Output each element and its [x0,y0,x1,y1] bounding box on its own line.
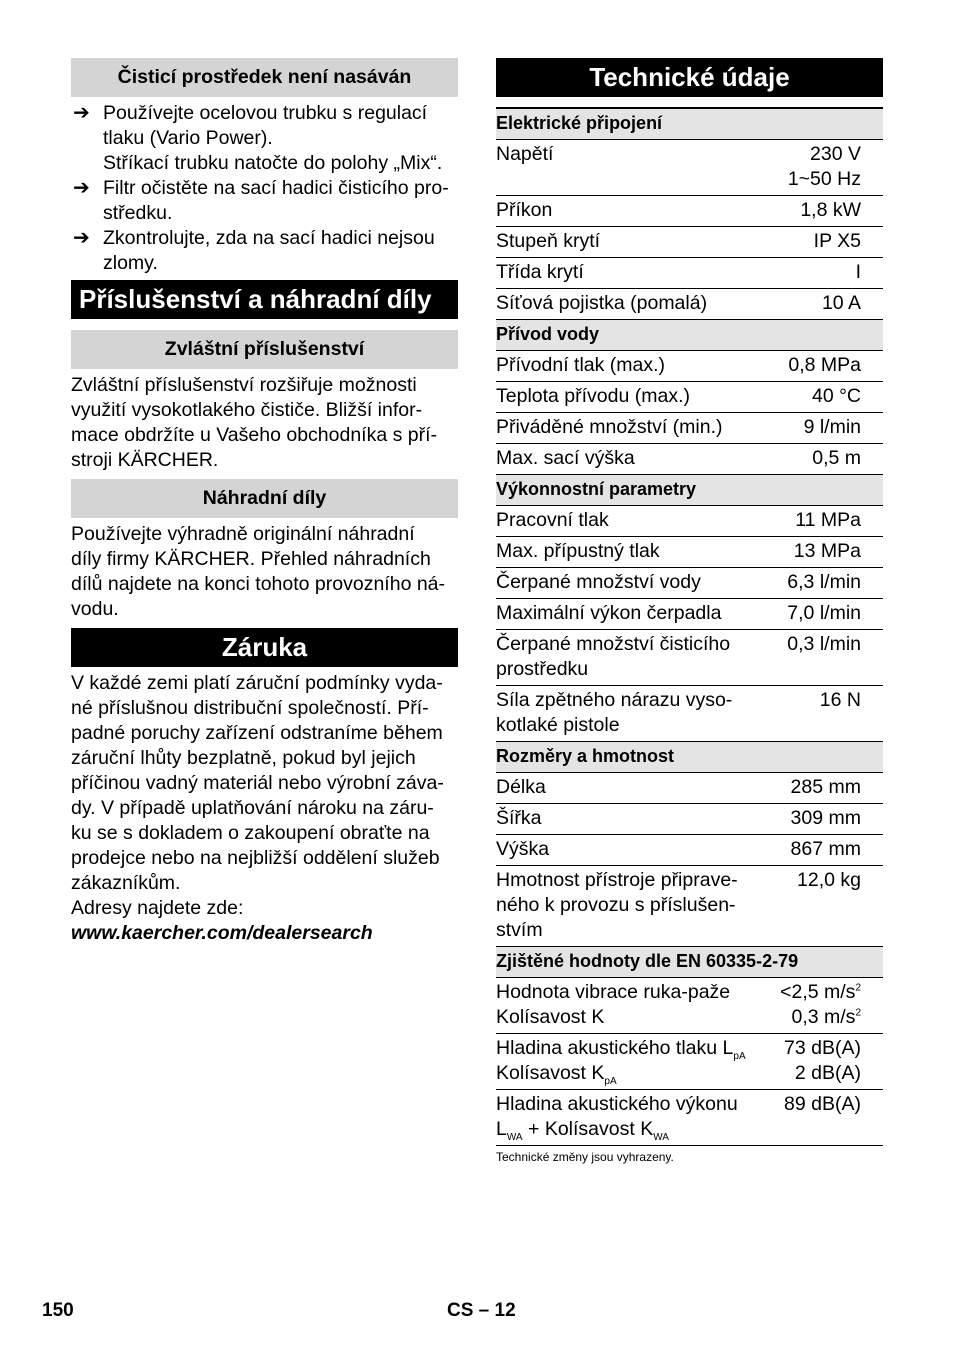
spec-value: 230 V 1~50 Hz [758,140,883,196]
spec-row [496,1090,883,1146]
spec-section-row [496,320,883,351]
spec-value: 13 MPa [758,537,883,568]
arrow-icon: ➔ [73,102,90,124]
text-line: padné poruchy zařízení odstraníme během [71,722,443,744]
spec-row [496,804,883,835]
spec-value: 7,0 l/min [758,599,883,630]
spec-row [496,568,883,599]
spec-section-title: Přívod vody [496,320,883,351]
spec-row [496,506,883,537]
technical-data-heading: Technické údaje [496,58,883,97]
bullet-line: Filtr očistěte na sací hadici čisticího pro- [103,177,449,199]
spec-label: Max. sací výška [496,444,758,475]
right-column [496,58,883,1165]
spec-label: Síťová pojistka (pomalá) [496,289,758,320]
accessories-heading: Příslušenství a náhradní díly [71,280,458,319]
spec-value: 12,0 kg [758,866,883,947]
spec-label: Maximální výkon čerpadla [496,599,758,630]
spec-value: 40 °C [758,382,883,413]
text-line: Používejte výhradně originální náhradní [71,523,415,545]
arrow-icon: ➔ [73,177,90,199]
cleaner-bullet-list [71,97,458,280]
dealer-search-link[interactable]: www.kaercher.com/dealersearch [71,922,373,944]
spec-value: <2,5 $m/s^2$ 0,3 $m/s^2$ [758,978,883,1034]
warranty-heading: Záruka [71,628,458,667]
bullet-line: Používejte ocelovou trubku s regulací [103,102,428,124]
bullet-item [71,101,458,176]
spec-row [496,599,883,630]
spec-section-title: Rozměry a hmotnost [496,742,883,773]
cleaner-heading: Čisticí prostředek není nasáván [71,58,458,97]
text-line: vodu. [71,598,119,620]
spec-section-title: Výkonnostní parametry [496,475,883,506]
spec-row [496,351,883,382]
text-line: mace obdržíte u Vašeho obchodníka s pří- [71,424,438,446]
spec-row [496,866,883,947]
spec-value: I [758,258,883,289]
text-line: stroji KÄRCHER. [71,449,219,471]
spec-label: Max. přípustný tlak [496,537,758,568]
spec-label: Třída krytí [496,258,758,289]
special-accessories-heading: Zvláštní příslušenství [71,330,458,369]
technical-note: Technické změny jsou vyhrazeny. [496,1150,674,1164]
spec-row [496,773,883,804]
spec-value: 867 mm [758,835,883,866]
spec-value: 10 A [758,289,883,320]
address-label: Adresy najdete zde: [71,897,244,919]
spec-row [496,413,883,444]
spec-row [496,289,883,320]
spec-value: 89 dB(A) [758,1090,883,1146]
spec-label: Přiváděné množství (min.) [496,413,758,444]
spec-label: Síla zpětného nárazu vyso- kotlaké pistole [496,686,758,742]
spec-value: 0,3 l/min [758,630,883,686]
spec-value: 0,8 MPa [758,351,883,382]
spec-section-row [496,108,883,140]
spec-section-row [496,742,883,773]
spec-row [496,258,883,289]
text-line: Zvláštní příslušenství rozšiřuje možnosti [71,374,417,396]
text-line: dy. V případě uplatňování nároku na záru- [71,797,434,819]
spec-label: Stupeň krytí [496,227,758,258]
bullet-line: Stříkací trubku natočte do polohy „Mix“. [103,152,443,174]
spec-row [496,444,883,475]
spec-row [496,227,883,258]
text-line: né příslušnou distribuční společností. Pří- [71,697,429,719]
spec-section-title: Elektrické připojení [496,108,883,140]
spec-row [496,382,883,413]
spec-label: Teplota přívodu (max.) [496,382,758,413]
spec-row [496,537,883,568]
spec-row [496,686,883,742]
spec-label: Hladina akustického výkonu $L_{WA}$ + Kolísavost $K_{WA}$ [496,1090,758,1146]
bullet-item [71,226,458,276]
spec-label: Délka [496,773,758,804]
spec-value: 16 N [758,686,883,742]
language-page-label: CS – 12 [447,1300,516,1321]
bullet-line: zlomy. [103,252,158,274]
spare-parts-heading: Náhradní díly [71,479,458,518]
text-line: příčinou vadný materiál nebo výrobní záva- [71,772,444,794]
spec-label: Příkon [496,196,758,227]
bullet-line: středku. [103,202,173,224]
text-line: V každé zemi platí záruční podmínky vyda- [71,672,443,694]
warranty-text [71,667,458,896]
page-number: 150 [42,1300,74,1321]
spec-label: Čerpané množství čisticího prostředku [496,630,758,686]
text-line: díly firmy KÄRCHER. Přehled náhradních [71,548,431,570]
text-line: ku se s dokladem o zakoupení obraťte na [71,822,430,844]
special-accessories-text [71,369,458,479]
spec-section-row [496,475,883,506]
spec-label: Hodnota vibrace ruka-paže Kolísavost K [496,978,758,1034]
spec-label: Přívodní tlak (max.) [496,351,758,382]
spec-label: Hmotnost přístroje připrave- ného k provozu s příslušen- stvím [496,866,758,947]
text-line: záruční lhůty bezplatně, pokud byl jejich [71,747,416,769]
arrow-icon: ➔ [73,227,90,249]
spec-value: 0,5 m [758,444,883,475]
text-line: využití vysokotlakého čističe. Bližší infor- [71,399,423,421]
spec-row [496,630,883,686]
spec-row [496,1034,883,1090]
spec-row [496,978,883,1034]
spec-row [496,140,883,196]
spec-section-row [496,947,883,978]
left-column [71,58,458,946]
bullet-line: tlaku (Vario Power). [103,127,273,149]
spec-label: Hladina akustického tlaku $L_{pA}$ Kolísavost $K_{pA}$ [496,1034,758,1090]
spec-label: Pracovní tlak [496,506,758,537]
text-line: prodejce nebo na nejbližší oddělení služeb [71,847,440,869]
spec-value: 73 dB(A) 2 dB(A) [758,1034,883,1090]
spec-value: 11 MPa [758,506,883,537]
spec-value: 285 mm [758,773,883,804]
spec-value: 1,8 kW [758,196,883,227]
spec-row [496,196,883,227]
text-line: zákazníkům. [71,872,181,894]
spec-label: Výška [496,835,758,866]
technical-data-table [496,107,883,1146]
bullet-item [71,176,458,226]
text-line: dílů najdete na konci tohoto provozního ná- [71,573,446,595]
spec-value: 6,3 l/min [758,568,883,599]
spare-parts-text [71,518,458,628]
spec-label: Napětí [496,140,758,196]
spec-label: Čerpané množství vody [496,568,758,599]
bullet-line: Zkontrolujte, zda na sací hadici nejsou [103,227,435,249]
spec-value: IP X5 [758,227,883,258]
spec-value: 309 mm [758,804,883,835]
spec-value: 9 l/min [758,413,883,444]
spec-row [496,835,883,866]
spec-label: Šířka [496,804,758,835]
spec-section-title: Zjištěné hodnoty dle EN 60335-2-79 [496,947,883,978]
